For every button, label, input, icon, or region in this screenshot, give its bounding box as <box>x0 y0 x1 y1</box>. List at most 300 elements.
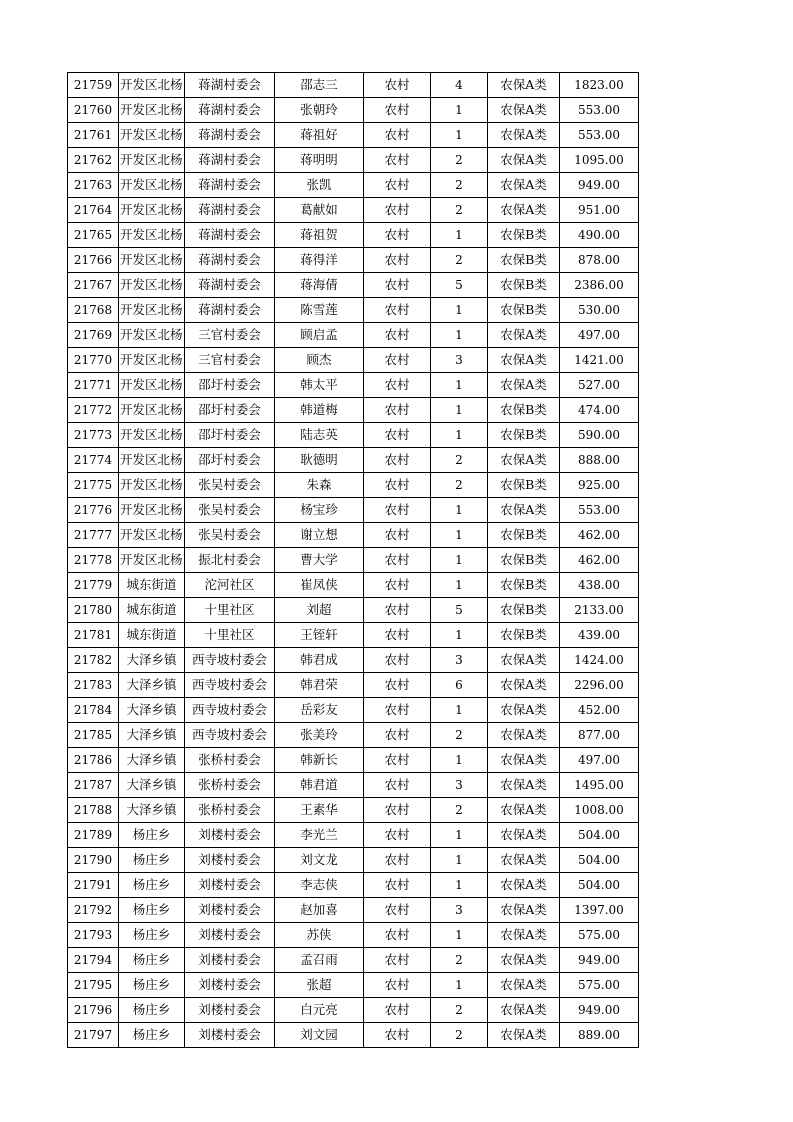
village-cell: 十里社区 <box>185 598 275 623</box>
member-count-cell: 2 <box>431 173 488 198</box>
town-cell: 开发区北杨 <box>119 173 185 198</box>
town-cell: 开发区北杨 <box>119 198 185 223</box>
insurance-category-cell: 农保A类 <box>488 748 560 773</box>
record-id-cell: 21793 <box>68 923 119 948</box>
town-cell: 开发区北杨 <box>119 73 185 98</box>
town-cell: 大泽乡镇 <box>119 748 185 773</box>
record-id-cell: 21761 <box>68 123 119 148</box>
household-type-cell: 农村 <box>364 98 431 123</box>
amount-cell: 497.00 <box>560 323 639 348</box>
village-cell: 三官村委会 <box>185 323 275 348</box>
member-count-cell: 1 <box>431 498 488 523</box>
insurance-category-cell: 农保A类 <box>488 198 560 223</box>
person-name-cell: 岳彩友 <box>275 698 364 723</box>
household-type-cell: 农村 <box>364 698 431 723</box>
household-type-cell: 农村 <box>364 148 431 173</box>
amount-cell: 889.00 <box>560 1023 639 1048</box>
insurance-category-cell: 农保B类 <box>488 573 560 598</box>
table-row <box>68 948 639 973</box>
table-row <box>68 298 639 323</box>
village-cell: 蒋湖村委会 <box>185 73 275 98</box>
table-row <box>68 498 639 523</box>
member-count-cell: 1 <box>431 373 488 398</box>
town-cell: 开发区北杨 <box>119 323 185 348</box>
table-row <box>68 1023 639 1048</box>
insurance-category-cell: 农保B类 <box>488 398 560 423</box>
record-id-cell: 21779 <box>68 573 119 598</box>
town-cell: 杨庄乡 <box>119 1023 185 1048</box>
household-type-cell: 农村 <box>364 173 431 198</box>
member-count-cell: 1 <box>431 873 488 898</box>
person-name-cell: 韩太平 <box>275 373 364 398</box>
person-name-cell: 曹大学 <box>275 548 364 573</box>
table-row <box>68 523 639 548</box>
record-id-cell: 21773 <box>68 423 119 448</box>
table-row <box>68 873 639 898</box>
record-id-cell: 21796 <box>68 998 119 1023</box>
village-cell: 蒋湖村委会 <box>185 123 275 148</box>
record-id-cell: 21789 <box>68 823 119 848</box>
amount-cell: 490.00 <box>560 223 639 248</box>
amount-cell: 1495.00 <box>560 773 639 798</box>
record-id-cell: 21794 <box>68 948 119 973</box>
village-cell: 西寺坡村委会 <box>185 723 275 748</box>
person-name-cell: 杨宝珍 <box>275 498 364 523</box>
town-cell: 开发区北杨 <box>119 248 185 273</box>
household-type-cell: 农村 <box>364 248 431 273</box>
member-count-cell: 1 <box>431 298 488 323</box>
amount-cell: 1421.00 <box>560 348 639 373</box>
table-row <box>68 73 639 98</box>
record-id-cell: 21782 <box>68 648 119 673</box>
village-cell: 振北村委会 <box>185 548 275 573</box>
household-type-cell: 农村 <box>364 973 431 998</box>
household-type-cell: 农村 <box>364 448 431 473</box>
member-count-cell: 1 <box>431 398 488 423</box>
village-cell: 邵圩村委会 <box>185 423 275 448</box>
insurance-category-cell: 农保A类 <box>488 723 560 748</box>
village-cell: 张桥村委会 <box>185 798 275 823</box>
household-type-cell: 农村 <box>364 673 431 698</box>
household-type-cell: 农村 <box>364 898 431 923</box>
person-name-cell: 谢立想 <box>275 523 364 548</box>
village-cell: 邵圩村委会 <box>185 398 275 423</box>
town-cell: 杨庄乡 <box>119 973 185 998</box>
village-cell: 刘楼村委会 <box>185 898 275 923</box>
household-type-cell: 农村 <box>364 273 431 298</box>
amount-cell: 1424.00 <box>560 648 639 673</box>
insurance-category-cell: 农保A类 <box>488 823 560 848</box>
person-name-cell: 张朝玲 <box>275 98 364 123</box>
amount-cell: 888.00 <box>560 448 639 473</box>
record-id-cell: 21783 <box>68 673 119 698</box>
household-type-cell: 农村 <box>364 348 431 373</box>
member-count-cell: 3 <box>431 348 488 373</box>
town-cell: 开发区北杨 <box>119 498 185 523</box>
member-count-cell: 1 <box>431 848 488 873</box>
household-type-cell: 农村 <box>364 198 431 223</box>
table-row <box>68 548 639 573</box>
table-row <box>68 998 639 1023</box>
insurance-category-cell: 农保B类 <box>488 248 560 273</box>
record-id-cell: 21787 <box>68 773 119 798</box>
table-row <box>68 723 639 748</box>
table-row <box>68 823 639 848</box>
amount-cell: 1397.00 <box>560 898 639 923</box>
town-cell: 大泽乡镇 <box>119 673 185 698</box>
village-cell: 张桥村委会 <box>185 773 275 798</box>
amount-cell: 1095.00 <box>560 148 639 173</box>
insurance-category-cell: 农保A类 <box>488 998 560 1023</box>
person-name-cell: 赵加喜 <box>275 898 364 923</box>
table-row <box>68 348 639 373</box>
member-count-cell: 5 <box>431 273 488 298</box>
table-row <box>68 973 639 998</box>
town-cell: 大泽乡镇 <box>119 798 185 823</box>
table-row <box>68 698 639 723</box>
town-cell: 开发区北杨 <box>119 148 185 173</box>
household-type-cell: 农村 <box>364 73 431 98</box>
person-name-cell: 韩道梅 <box>275 398 364 423</box>
household-type-cell: 农村 <box>364 773 431 798</box>
town-cell: 大泽乡镇 <box>119 723 185 748</box>
record-id-cell: 21768 <box>68 298 119 323</box>
person-name-cell: 韩君荣 <box>275 673 364 698</box>
member-count-cell: 4 <box>431 73 488 98</box>
insurance-category-cell: 农保A类 <box>488 898 560 923</box>
amount-cell: 553.00 <box>560 123 639 148</box>
town-cell: 大泽乡镇 <box>119 698 185 723</box>
amount-cell: 951.00 <box>560 198 639 223</box>
insurance-category-cell: 农保A类 <box>488 673 560 698</box>
person-name-cell: 陈雪莲 <box>275 298 364 323</box>
record-id-cell: 21764 <box>68 198 119 223</box>
household-type-cell: 农村 <box>364 498 431 523</box>
member-count-cell: 2 <box>431 448 488 473</box>
amount-cell: 2133.00 <box>560 598 639 623</box>
insurance-category-cell: 农保A类 <box>488 173 560 198</box>
town-cell: 杨庄乡 <box>119 998 185 1023</box>
person-name-cell: 葛献如 <box>275 198 364 223</box>
person-name-cell: 陆志英 <box>275 423 364 448</box>
village-cell: 邵圩村委会 <box>185 448 275 473</box>
amount-cell: 949.00 <box>560 173 639 198</box>
household-type-cell: 农村 <box>364 123 431 148</box>
person-name-cell: 李光兰 <box>275 823 364 848</box>
record-id-cell: 21795 <box>68 973 119 998</box>
insurance-category-cell: 农保A类 <box>488 498 560 523</box>
town-cell: 开发区北杨 <box>119 423 185 448</box>
member-count-cell: 2 <box>431 1023 488 1048</box>
village-cell: 张吴村委会 <box>185 473 275 498</box>
insurance-category-cell: 农保B类 <box>488 273 560 298</box>
amount-cell: 949.00 <box>560 948 639 973</box>
member-count-cell: 3 <box>431 773 488 798</box>
member-count-cell: 1 <box>431 123 488 148</box>
amount-cell: 497.00 <box>560 748 639 773</box>
member-count-cell: 1 <box>431 423 488 448</box>
member-count-cell: 1 <box>431 223 488 248</box>
amount-cell: 1008.00 <box>560 798 639 823</box>
town-cell: 开发区北杨 <box>119 298 185 323</box>
household-type-cell: 农村 <box>364 398 431 423</box>
record-id-cell: 21788 <box>68 798 119 823</box>
household-type-cell: 农村 <box>364 623 431 648</box>
person-name-cell: 顾启孟 <box>275 323 364 348</box>
insurance-category-cell: 农保A类 <box>488 73 560 98</box>
insurance-category-cell: 农保B类 <box>488 548 560 573</box>
town-cell: 开发区北杨 <box>119 548 185 573</box>
table-row <box>68 173 639 198</box>
person-name-cell: 刘文龙 <box>275 848 364 873</box>
insurance-category-cell: 农保A类 <box>488 923 560 948</box>
amount-cell: 504.00 <box>560 848 639 873</box>
insurance-category-cell: 农保B类 <box>488 423 560 448</box>
amount-cell: 452.00 <box>560 698 639 723</box>
record-id-cell: 21781 <box>68 623 119 648</box>
record-id-cell: 21770 <box>68 348 119 373</box>
household-type-cell: 农村 <box>364 223 431 248</box>
household-type-cell: 农村 <box>364 798 431 823</box>
record-id-cell: 21790 <box>68 848 119 873</box>
person-name-cell: 耿德明 <box>275 448 364 473</box>
member-count-cell: 1 <box>431 323 488 348</box>
town-cell: 城东街道 <box>119 623 185 648</box>
table-row <box>68 573 639 598</box>
household-type-cell: 农村 <box>364 598 431 623</box>
record-id-cell: 21769 <box>68 323 119 348</box>
table-row <box>68 373 639 398</box>
table-row <box>68 423 639 448</box>
member-count-cell: 2 <box>431 473 488 498</box>
person-name-cell: 刘文园 <box>275 1023 364 1048</box>
person-name-cell: 苏侠 <box>275 923 364 948</box>
amount-cell: 575.00 <box>560 923 639 948</box>
household-type-cell: 农村 <box>364 298 431 323</box>
town-cell: 大泽乡镇 <box>119 648 185 673</box>
table-row <box>68 448 639 473</box>
person-name-cell: 刘超 <box>275 598 364 623</box>
town-cell: 开发区北杨 <box>119 123 185 148</box>
insurance-category-cell: 农保A类 <box>488 123 560 148</box>
household-type-cell: 农村 <box>364 648 431 673</box>
insurance-category-cell: 农保B类 <box>488 598 560 623</box>
member-count-cell: 2 <box>431 998 488 1023</box>
record-id-cell: 21778 <box>68 548 119 573</box>
village-cell: 张吴村委会 <box>185 498 275 523</box>
amount-cell: 2296.00 <box>560 673 639 698</box>
member-count-cell: 3 <box>431 648 488 673</box>
amount-cell: 553.00 <box>560 98 639 123</box>
member-count-cell: 1 <box>431 623 488 648</box>
member-count-cell: 6 <box>431 673 488 698</box>
member-count-cell: 2 <box>431 198 488 223</box>
record-id-cell: 21780 <box>68 598 119 623</box>
member-count-cell: 1 <box>431 698 488 723</box>
amount-cell: 925.00 <box>560 473 639 498</box>
member-count-cell: 2 <box>431 248 488 273</box>
insurance-category-cell: 农保B类 <box>488 623 560 648</box>
household-type-cell: 农村 <box>364 823 431 848</box>
member-count-cell: 1 <box>431 923 488 948</box>
person-name-cell: 蒋明明 <box>275 148 364 173</box>
record-id-cell: 21763 <box>68 173 119 198</box>
village-cell: 蒋湖村委会 <box>185 98 275 123</box>
insurance-category-cell: 农保A类 <box>488 348 560 373</box>
member-count-cell: 1 <box>431 548 488 573</box>
record-id-cell: 21797 <box>68 1023 119 1048</box>
town-cell: 杨庄乡 <box>119 898 185 923</box>
person-name-cell: 崔凤侠 <box>275 573 364 598</box>
record-id-cell: 21766 <box>68 248 119 273</box>
insurance-category-cell: 农保A类 <box>488 98 560 123</box>
table-row <box>68 398 639 423</box>
person-name-cell: 张美玲 <box>275 723 364 748</box>
insurance-category-cell: 农保A类 <box>488 448 560 473</box>
table-row <box>68 923 639 948</box>
insurance-category-cell: 农保B类 <box>488 473 560 498</box>
amount-cell: 530.00 <box>560 298 639 323</box>
village-cell: 刘楼村委会 <box>185 873 275 898</box>
village-cell: 刘楼村委会 <box>185 823 275 848</box>
town-cell: 杨庄乡 <box>119 923 185 948</box>
table-row <box>68 223 639 248</box>
person-name-cell: 张凯 <box>275 173 364 198</box>
amount-cell: 527.00 <box>560 373 639 398</box>
person-name-cell: 韩新长 <box>275 748 364 773</box>
table-body <box>68 73 639 1048</box>
member-count-cell: 2 <box>431 148 488 173</box>
insurance-category-cell: 农保A类 <box>488 798 560 823</box>
table-row <box>68 898 639 923</box>
record-id-cell: 21777 <box>68 523 119 548</box>
household-type-cell: 农村 <box>364 1023 431 1048</box>
table-row <box>68 798 639 823</box>
table-row <box>68 848 639 873</box>
person-name-cell: 李志侠 <box>275 873 364 898</box>
household-type-cell: 农村 <box>364 548 431 573</box>
record-id-cell: 21791 <box>68 873 119 898</box>
town-cell: 城东街道 <box>119 573 185 598</box>
household-type-cell: 农村 <box>364 948 431 973</box>
household-type-cell: 农村 <box>364 923 431 948</box>
member-count-cell: 1 <box>431 748 488 773</box>
insurance-category-cell: 农保A类 <box>488 373 560 398</box>
village-cell: 刘楼村委会 <box>185 1023 275 1048</box>
amount-cell: 462.00 <box>560 548 639 573</box>
table-row <box>68 98 639 123</box>
town-cell: 开发区北杨 <box>119 398 185 423</box>
table-row <box>68 773 639 798</box>
town-cell: 开发区北杨 <box>119 473 185 498</box>
record-id-cell: 21762 <box>68 148 119 173</box>
person-name-cell: 蒋祖好 <box>275 123 364 148</box>
village-cell: 张吴村委会 <box>185 523 275 548</box>
record-id-cell: 21771 <box>68 373 119 398</box>
member-count-cell: 5 <box>431 598 488 623</box>
insurance-category-cell: 农保A类 <box>488 848 560 873</box>
record-id-cell: 21784 <box>68 698 119 723</box>
table-row <box>68 473 639 498</box>
member-count-cell: 1 <box>431 523 488 548</box>
village-cell: 蒋湖村委会 <box>185 223 275 248</box>
record-id-cell: 21765 <box>68 223 119 248</box>
table-row <box>68 273 639 298</box>
village-cell: 蒋湖村委会 <box>185 273 275 298</box>
table-row <box>68 598 639 623</box>
member-count-cell: 2 <box>431 948 488 973</box>
village-cell: 沱河社区 <box>185 573 275 598</box>
table-row <box>68 673 639 698</box>
household-type-cell: 农村 <box>364 323 431 348</box>
person-name-cell: 朱森 <box>275 473 364 498</box>
household-type-cell: 农村 <box>364 723 431 748</box>
table-row <box>68 648 639 673</box>
table-row <box>68 198 639 223</box>
town-cell: 城东街道 <box>119 598 185 623</box>
village-cell: 西寺坡村委会 <box>185 673 275 698</box>
person-name-cell: 蒋海倩 <box>275 273 364 298</box>
insurance-category-cell: 农保A类 <box>488 773 560 798</box>
table-row <box>68 623 639 648</box>
household-type-cell: 农村 <box>364 473 431 498</box>
village-cell: 刘楼村委会 <box>185 973 275 998</box>
insurance-category-cell: 农保A类 <box>488 148 560 173</box>
amount-cell: 590.00 <box>560 423 639 448</box>
table-row <box>68 248 639 273</box>
table-row <box>68 148 639 173</box>
amount-cell: 949.00 <box>560 998 639 1023</box>
record-id-cell: 21785 <box>68 723 119 748</box>
town-cell: 开发区北杨 <box>119 373 185 398</box>
person-name-cell: 蒋祖贺 <box>275 223 364 248</box>
village-cell: 蒋湖村委会 <box>185 173 275 198</box>
village-cell: 张桥村委会 <box>185 748 275 773</box>
person-name-cell: 韩君道 <box>275 773 364 798</box>
household-type-cell: 农村 <box>364 373 431 398</box>
amount-cell: 438.00 <box>560 573 639 598</box>
amount-cell: 877.00 <box>560 723 639 748</box>
member-count-cell: 1 <box>431 98 488 123</box>
record-id-cell: 21767 <box>68 273 119 298</box>
town-cell: 杨庄乡 <box>119 823 185 848</box>
amount-cell: 462.00 <box>560 523 639 548</box>
amount-cell: 1823.00 <box>560 73 639 98</box>
village-cell: 蒋湖村委会 <box>185 198 275 223</box>
record-id-cell: 21772 <box>68 398 119 423</box>
amount-cell: 504.00 <box>560 873 639 898</box>
amount-cell: 553.00 <box>560 498 639 523</box>
village-cell: 蒋湖村委会 <box>185 248 275 273</box>
person-name-cell: 韩君成 <box>275 648 364 673</box>
village-cell: 刘楼村委会 <box>185 998 275 1023</box>
town-cell: 开发区北杨 <box>119 223 185 248</box>
person-name-cell: 王素华 <box>275 798 364 823</box>
member-count-cell: 1 <box>431 573 488 598</box>
village-cell: 西寺坡村委会 <box>185 698 275 723</box>
amount-cell: 575.00 <box>560 973 639 998</box>
table-row <box>68 748 639 773</box>
insurance-category-cell: 农保A类 <box>488 648 560 673</box>
person-name-cell: 王铚轩 <box>275 623 364 648</box>
village-cell: 刘楼村委会 <box>185 848 275 873</box>
household-type-cell: 农村 <box>364 748 431 773</box>
table-row <box>68 323 639 348</box>
amount-cell: 2386.00 <box>560 273 639 298</box>
town-cell: 杨庄乡 <box>119 948 185 973</box>
amount-cell: 439.00 <box>560 623 639 648</box>
record-id-cell: 21759 <box>68 73 119 98</box>
